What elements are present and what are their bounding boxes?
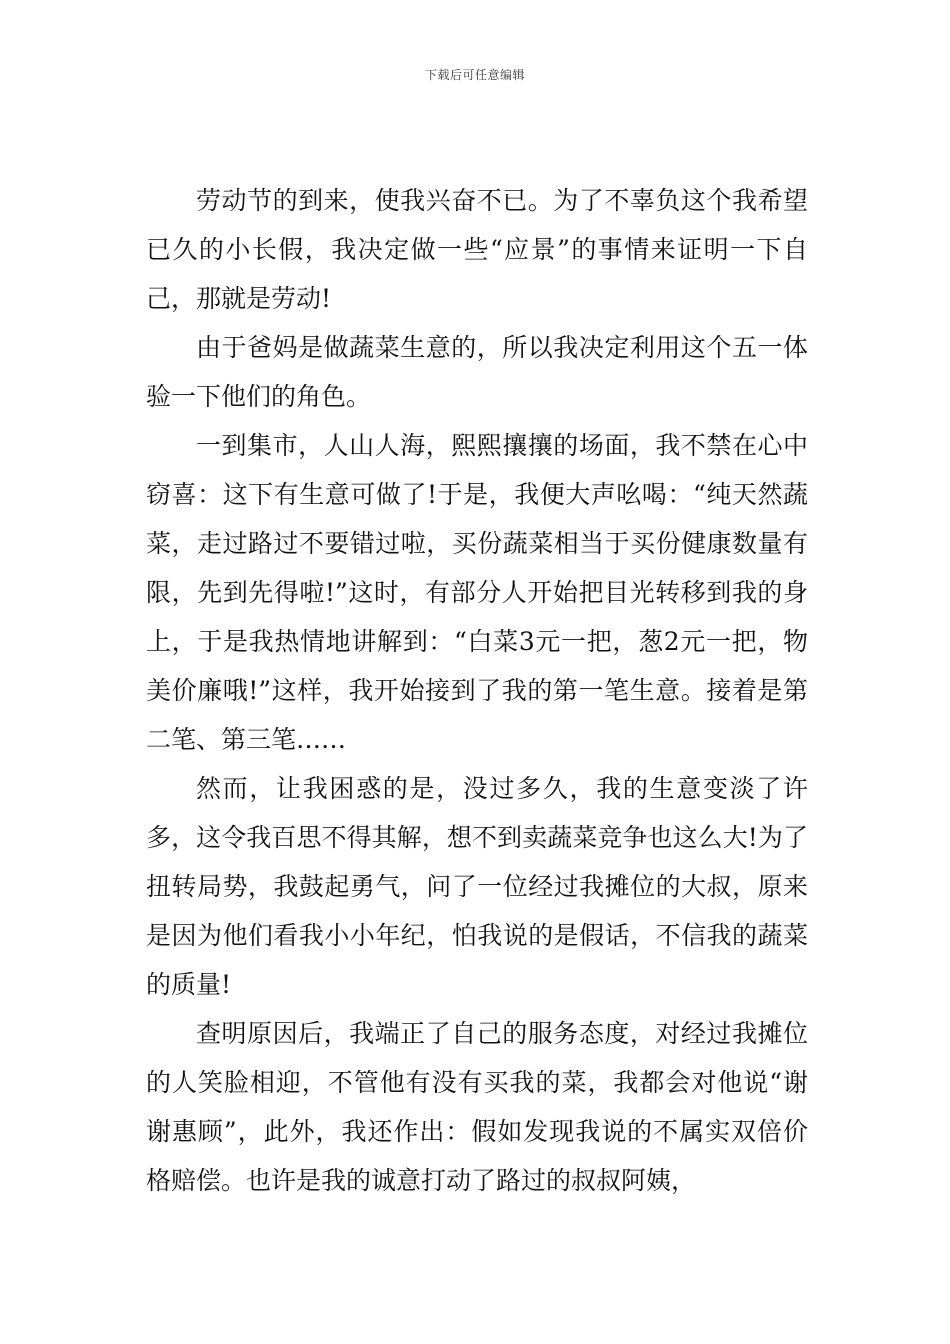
document-body <box>146 176 808 1205</box>
paragraph-3: 一到集市，人山人海，熙熙攘攘的场面，我不禁在心中窃喜：这下有生意可做了!于是，我便大声吆喝：“纯天然蔬菜，走过路过不要错过啦，买份蔬菜相当于买份健康数量有限，先到先得啦!”这时，有部分人开始把目光转移到我的身上，于是我热情地讲解到：“白菜3元一把，葱2元一把，物美价廉哦!”这样，我开始接到了我的第一笔生意。接着是第二笔、第三笔…… <box>146 431 808 754</box>
page-header: 下载后可任意编辑 <box>424 68 525 82</box>
paragraph-1: 劳动节的到来，使我兴奋不已。为了不辜负这个我希望已久的小长假，我决定做一些“应景”的事情来证明一下自己，那就是劳动! <box>146 186 808 313</box>
paragraph-2: 由于爸妈是做蔬菜生意的，所以我决定利用这个五一体验一下他们的角色。 <box>146 333 808 411</box>
paragraph-5: 查明原因后，我端正了自己的服务态度，对经过我摊位的人笑脸相迎，不管他有没有买我的菜，我都会对他说“谢谢惠顾”，此外，我还作出：假如发现我说的不属实双倍价格赔偿。也许是我的诚意打动了路过的叔叔阿姨， <box>146 1019 808 1195</box>
paragraph-4: 然而，让我困惑的是，没过多久，我的生意变淡了许多，这令我百思不得其解，想不到卖蔬菜竞争也这么大!为了扭转局势，我鼓起勇气，问了一位经过我摊位的大叔，原来是因为他们看我小小年纪，怕我说的是假话，不信我的蔬菜的质量! <box>146 774 808 999</box>
